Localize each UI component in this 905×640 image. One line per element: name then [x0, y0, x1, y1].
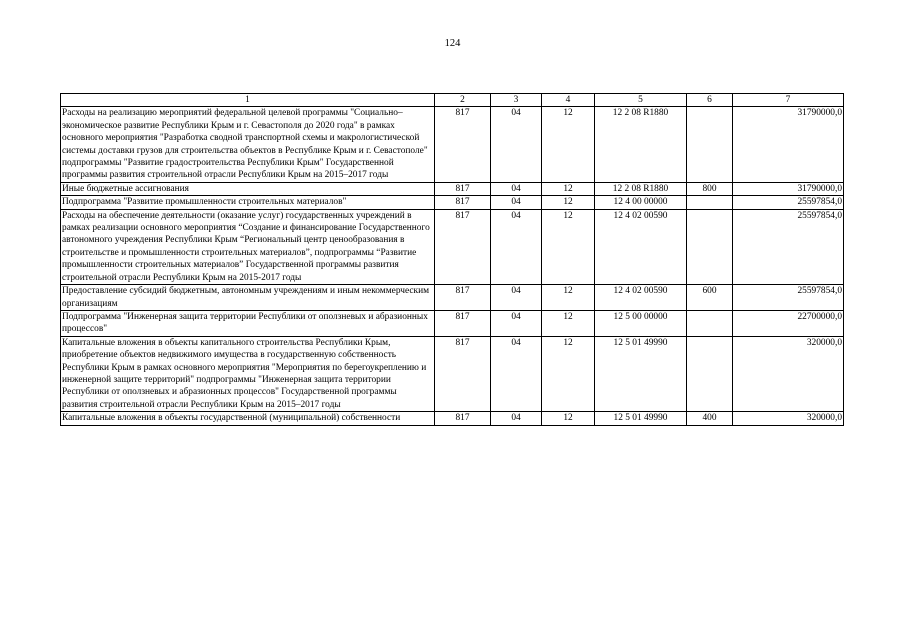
page-number: 124 [444, 38, 461, 49]
section-code: 04 [491, 209, 542, 284]
amount: 320000,0 [733, 412, 844, 425]
expense-name: Расходы на обеспечение деятельности (оказание услуг) государственных учреждений в рамках реализации основного мероприятия “Создание и финансирование Государственного автономного учреждения Республики Крым “Региональный центр ценообразования в строительстве и промышленности строительных материалов”, подпрограммы “Развитие промышленности строительных материалов” Государственной программы развития строительной отрасли Республики Крым на 2015-2017 годы [61, 209, 435, 284]
table-row [61, 310, 844, 336]
subsection-code: 12 [542, 285, 595, 311]
expense-name: Капитальные вложения в объекты государственной (муниципальной) собственности [61, 412, 435, 425]
amount: 31790000,0 [733, 107, 844, 182]
column-header: 4 [542, 94, 595, 107]
section-code: 04 [491, 336, 542, 411]
target-article-code: 12 5 01 49990 [595, 336, 687, 411]
expense-name: Расходы на реализацию мероприятий федеральной целевой программы "Социально–экономическое развитие Республики Крым и г. Севастополя до 2020 года" в рамках основного мероприятия "Разработка сводной транспортной схемы и макрологистической системы доставки грузов для строительства объектов в Республике Крым и г. Севастополе" подпрограммы "Развитие градостроительства Республики Крым" Государственной программы развития строительной отрасли Республики Крым на 2015–2017 годы [61, 107, 435, 182]
expense-type-code [687, 336, 733, 411]
column-header: 7 [733, 94, 844, 107]
subsection-code: 12 [542, 196, 595, 209]
amount: 31790000,0 [733, 182, 844, 195]
expense-name: Иные бюджетные ассигнования [61, 182, 435, 195]
column-header: 6 [687, 94, 733, 107]
expense-name: Подпрограмма "Инженерная защита территории Республики от оползневых и абразионных процессов" [61, 310, 435, 336]
subsection-code: 12 [542, 412, 595, 425]
ministry-code: 817 [435, 336, 491, 411]
section-code: 04 [491, 182, 542, 195]
expense-name: Предоставление субсидий бюджетным, автономным учреждениям и иным некоммерческим организациям [61, 285, 435, 311]
section-code: 04 [491, 196, 542, 209]
section-code: 04 [491, 310, 542, 336]
expense-type-code: 800 [687, 182, 733, 195]
table-row [61, 209, 844, 284]
ministry-code: 817 [435, 412, 491, 425]
target-article-code: 12 5 01 49990 [595, 412, 687, 425]
table-row [61, 412, 844, 425]
expense-name: Подпрограмма "Развитие промышленности строительных материалов" [61, 196, 435, 209]
expense-type-code: 400 [687, 412, 733, 425]
section-code: 04 [491, 107, 542, 182]
amount: 25597854,0 [733, 209, 844, 284]
amount: 22700000,0 [733, 310, 844, 336]
amount: 25597854,0 [733, 196, 844, 209]
ministry-code: 817 [435, 209, 491, 284]
ministry-code: 817 [435, 182, 491, 195]
column-header: 5 [595, 94, 687, 107]
table-row [61, 336, 844, 411]
subsection-code: 12 [542, 310, 595, 336]
subsection-code: 12 [542, 182, 595, 195]
expense-type-code [687, 196, 733, 209]
ministry-code: 817 [435, 107, 491, 182]
table-row [61, 107, 844, 182]
target-article-code: 12 4 00 00000 [595, 196, 687, 209]
column-header: 3 [491, 94, 542, 107]
table-row [61, 196, 844, 209]
column-header: 1 [61, 94, 435, 107]
target-article-code: 12 2 08 R1880 [595, 107, 687, 182]
ministry-code: 817 [435, 310, 491, 336]
target-article-code: 12 5 00 00000 [595, 310, 687, 336]
expense-name: Капитальные вложения в объекты капитального строительства Республики Крым, приобретение объектов недвижимого имущества в государственную собственность Республики Крым в рамках основного мероприятия "Мероприятия по берегоукреплению и инженерной защите территорий" подпрограммы "Инженерная защита территории Республики от оползневых и абразионных процессов" Государственной программы развития строительной отрасли Республики Крым на 2015–2017 годы [61, 336, 435, 411]
target-article-code: 12 4 02 00590 [595, 285, 687, 311]
amount: 25597854,0 [733, 285, 844, 311]
budget-table [60, 93, 844, 426]
subsection-code: 12 [542, 336, 595, 411]
target-article-code: 12 4 02 00590 [595, 209, 687, 284]
amount: 320000,0 [733, 336, 844, 411]
ministry-code: 817 [435, 196, 491, 209]
table-row [61, 285, 844, 311]
subsection-code: 12 [542, 209, 595, 284]
expense-type-code [687, 310, 733, 336]
target-article-code: 12 2 08 R1880 [595, 182, 687, 195]
subsection-code: 12 [542, 107, 595, 182]
section-code: 04 [491, 285, 542, 311]
column-header: 2 [435, 94, 491, 107]
table-header-row [61, 94, 844, 107]
ministry-code: 817 [435, 285, 491, 311]
table-row [61, 182, 844, 195]
expense-type-code: 600 [687, 285, 733, 311]
section-code: 04 [491, 412, 542, 425]
expense-type-code [687, 107, 733, 182]
expense-type-code [687, 209, 733, 284]
